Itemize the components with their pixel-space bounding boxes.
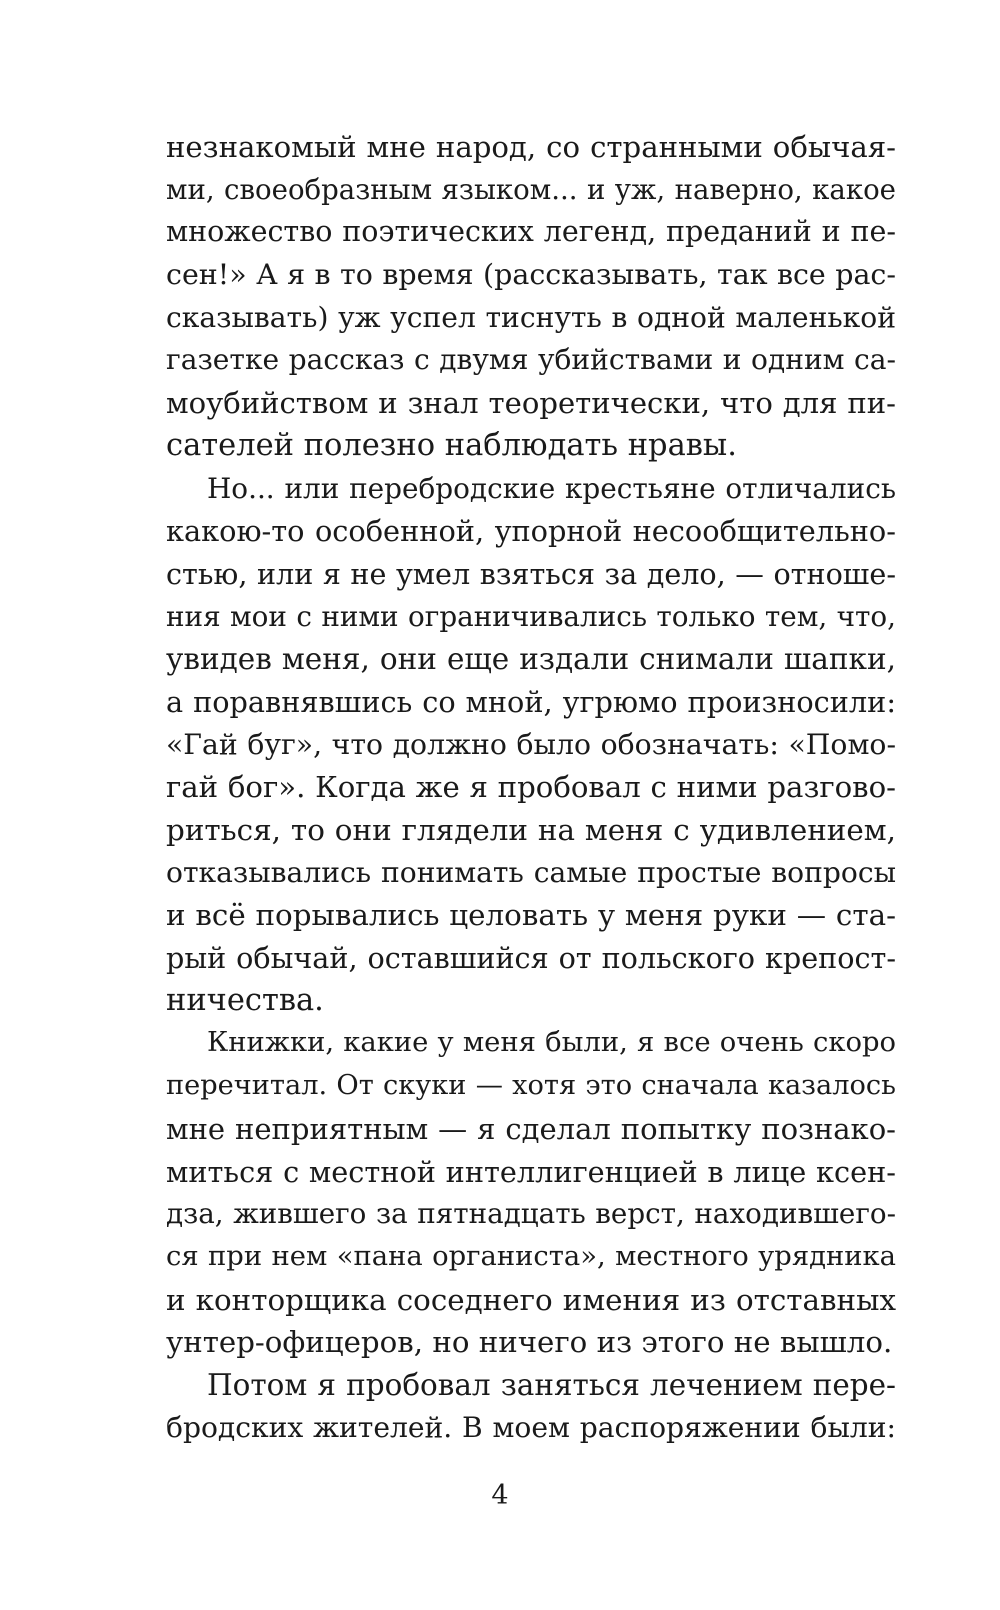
text-line: а поравнявшись со мной, угрюмо произносили: (166, 684, 896, 719)
text-line: сателей полезно наблюдать нравы. (166, 427, 737, 463)
paragraph (166, 468, 896, 1023)
text-line: рый обычай, оставшийся от польского крепост- (166, 941, 896, 976)
text-line: моубийством и знал теоретически, что для пи- (166, 386, 896, 421)
text-line: унтер-офицеров, но ничего из этого не вышло. (166, 1325, 893, 1360)
text-line: ния мои с ними ограничивались только тем, что, (166, 599, 896, 633)
text-line: мне неприятным — я сделал попытку познако- (166, 1111, 896, 1146)
text-line: Книжки, какие у меня были, я все очень скоро (207, 1027, 896, 1059)
text-line: сен!» А я в то время (рассказывать, так все рас- (166, 258, 896, 292)
text-line: незнакомый мне народ, со странными обычая- (166, 130, 896, 164)
text-line: сказывать) уж успел тиснуть в одной маленькой (166, 300, 896, 334)
page-number: 4 (491, 1480, 509, 1511)
text-line: отказывались понимать самые простые вопросы (166, 855, 896, 889)
text-line: какою-то особенной, упорной несообщительно- (166, 514, 896, 549)
text-line: дза, жившего за пятнадцать верст, находившего- (166, 1197, 896, 1231)
paragraph (166, 1364, 896, 1449)
text-line: риться, то они глядели на меня с удивлением, (166, 813, 896, 847)
text-line: газетке рассказ с двумя убийствами и одним са- (166, 343, 896, 377)
paragraph (166, 126, 896, 468)
text-line: увидев меня, они еще издали снимали шапки, (166, 642, 896, 677)
text-line: перечитал. От скуки — хотя это сначала казалось (166, 1070, 896, 1102)
text-line: ми, своеобразным языком... и уж, наверно, какое (166, 172, 896, 206)
text-line: множество поэтических легенд, преданий и пе- (166, 215, 896, 249)
text-line: миться с местной интеллигенцией в лице ксен- (166, 1154, 896, 1189)
text-line: Потом я пробовал заняться лечением пере- (207, 1367, 896, 1402)
text-line: «Гай буг», что должно было обозначать: «Помо- (166, 727, 896, 761)
body-text (166, 126, 896, 1449)
text-line: ся при нем «пана органиста», местного урядника (166, 1240, 896, 1272)
text-line: Но... или перебродские крестьяне отличались (207, 471, 896, 505)
text-line: и всё порывались целовать у меня руки — ста- (166, 898, 896, 933)
text-line: стью, или я не умел взяться за дело, — отноше- (166, 556, 896, 591)
text-line: бродских жителей. В моем распоряжении были: (166, 1410, 896, 1444)
paragraph (166, 1022, 896, 1364)
text-line: ничества. (166, 982, 324, 1018)
text-line: и конторщика соседнего имения из отставных (166, 1282, 896, 1317)
text-line: гай бог». Когда же я пробовал с ними разгово- (166, 770, 896, 805)
